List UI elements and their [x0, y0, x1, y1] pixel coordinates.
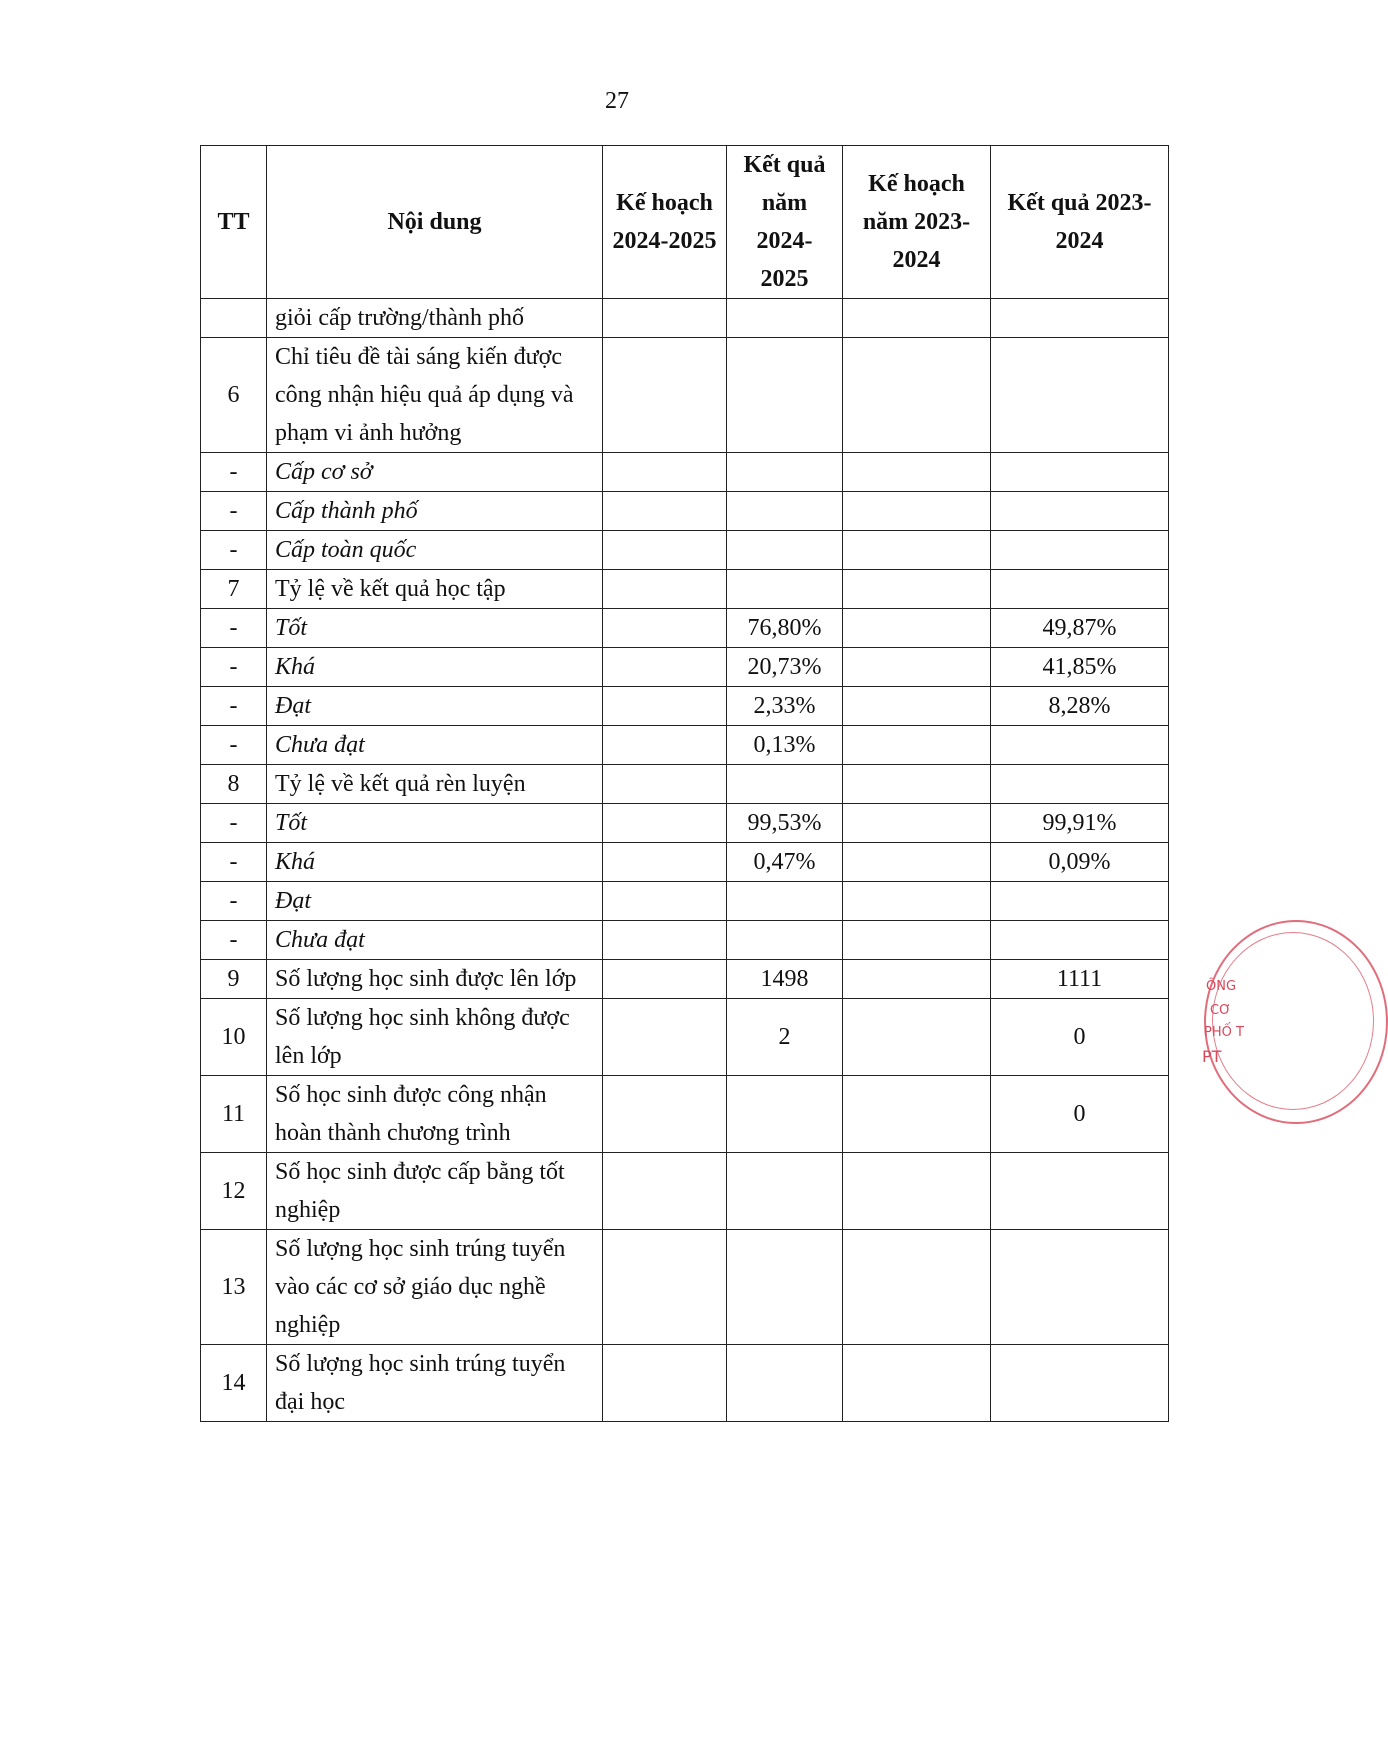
row-result-2023-2024	[991, 531, 1169, 570]
row-plan-2023-2024	[843, 492, 991, 531]
row-result-2023-2024: 0	[991, 999, 1169, 1076]
row-plan-2023-2024	[843, 609, 991, 648]
row-plan-2024-2025	[603, 1153, 727, 1230]
row-result-2023-2024	[991, 1153, 1169, 1230]
row-tt: 14	[201, 1345, 267, 1422]
row-plan-2024-2025	[603, 648, 727, 687]
row-plan-2024-2025	[603, 921, 727, 960]
row-result-2024-2025	[727, 299, 843, 338]
row-content: Cấp toàn quốc	[267, 531, 603, 570]
row-plan-2024-2025	[603, 1345, 727, 1422]
red-seal-stamp	[1200, 920, 1244, 1120]
row-plan-2024-2025	[603, 453, 727, 492]
row-tt: -	[201, 687, 267, 726]
stamp-text: CƠ	[1210, 1003, 1231, 1018]
row-plan-2024-2025	[603, 882, 727, 921]
row-result-2024-2025	[727, 1230, 843, 1345]
table-row	[201, 609, 1169, 648]
row-result-2024-2025	[727, 570, 843, 609]
row-plan-2024-2025	[603, 299, 727, 338]
header-result-2023-2024: Kết quả 2023-2024	[991, 146, 1169, 299]
row-result-2024-2025	[727, 882, 843, 921]
table-row	[201, 882, 1169, 921]
stamp-text: PT	[1202, 1047, 1222, 1066]
row-content: Khá	[267, 843, 603, 882]
table-row	[201, 726, 1169, 765]
stamp-text: ÔNG	[1206, 979, 1237, 994]
row-result-2024-2025: 20,73%	[727, 648, 843, 687]
row-result-2023-2024	[991, 492, 1169, 531]
row-plan-2023-2024	[843, 999, 991, 1076]
row-plan-2024-2025	[603, 726, 727, 765]
table-row	[201, 648, 1169, 687]
table-row	[201, 960, 1169, 999]
row-content: Số lượng học sinh được lên lớp	[267, 960, 603, 999]
header-content: Nội dung	[267, 146, 603, 299]
row-result-2023-2024	[991, 338, 1169, 453]
row-result-2023-2024: 0,09%	[991, 843, 1169, 882]
row-tt: 8	[201, 765, 267, 804]
header-plan-2024-2025: Kế hoạch 2024-2025	[603, 146, 727, 299]
row-plan-2024-2025	[603, 687, 727, 726]
row-plan-2024-2025	[603, 804, 727, 843]
table-row	[201, 531, 1169, 570]
row-result-2024-2025	[727, 453, 843, 492]
row-content: Tỷ lệ về kết quả học tập	[267, 570, 603, 609]
row-result-2023-2024	[991, 882, 1169, 921]
row-result-2024-2025: 0,13%	[727, 726, 843, 765]
row-plan-2023-2024	[843, 453, 991, 492]
row-tt: -	[201, 492, 267, 531]
row-result-2024-2025	[727, 1076, 843, 1153]
row-plan-2023-2024	[843, 687, 991, 726]
row-plan-2023-2024	[843, 338, 991, 453]
row-result-2024-2025: 99,53%	[727, 804, 843, 843]
header-plan-2023-2024: Kế hoạch năm 2023-2024	[843, 146, 991, 299]
table-header-row	[201, 146, 1169, 299]
row-content: Tốt	[267, 804, 603, 843]
row-result-2023-2024	[991, 1345, 1169, 1422]
row-tt: 13	[201, 1230, 267, 1345]
row-result-2024-2025	[727, 531, 843, 570]
table-row	[201, 1076, 1169, 1153]
header-result-2024-2025: Kết quả năm 2024-2025	[727, 146, 843, 299]
row-tt: -	[201, 843, 267, 882]
row-result-2023-2024	[991, 299, 1169, 338]
row-result-2023-2024	[991, 726, 1169, 765]
row-plan-2023-2024	[843, 1230, 991, 1345]
row-tt: 10	[201, 999, 267, 1076]
row-result-2024-2025	[727, 1153, 843, 1230]
row-plan-2023-2024	[843, 726, 991, 765]
row-plan-2024-2025	[603, 492, 727, 531]
table-row	[201, 1153, 1169, 1230]
row-content: Đạt	[267, 882, 603, 921]
table-row	[201, 570, 1169, 609]
row-plan-2023-2024	[843, 1076, 991, 1153]
table-row	[201, 338, 1169, 453]
table-row	[201, 299, 1169, 338]
row-result-2023-2024	[991, 1230, 1169, 1345]
row-result-2023-2024: 1111	[991, 960, 1169, 999]
row-plan-2024-2025	[603, 1076, 727, 1153]
row-content: Chỉ tiêu đề tài sáng kiến được công nhận hiệu quả áp dụng và phạm vi ảnh hưởng	[267, 338, 603, 453]
row-plan-2024-2025	[603, 609, 727, 648]
row-result-2023-2024: 8,28%	[991, 687, 1169, 726]
row-content: Tỷ lệ về kết quả rèn luyện	[267, 765, 603, 804]
row-plan-2023-2024	[843, 570, 991, 609]
row-result-2023-2024: 41,85%	[991, 648, 1169, 687]
report-table	[200, 145, 1169, 1422]
row-content: Đạt	[267, 687, 603, 726]
row-plan-2023-2024	[843, 299, 991, 338]
row-plan-2024-2025	[603, 570, 727, 609]
row-result-2023-2024: 49,87%	[991, 609, 1169, 648]
row-tt: -	[201, 648, 267, 687]
row-plan-2023-2024	[843, 1153, 991, 1230]
row-result-2024-2025	[727, 765, 843, 804]
table-row	[201, 765, 1169, 804]
table-row	[201, 843, 1169, 882]
row-content: Số học sinh được công nhận hoàn thành chương trình	[267, 1076, 603, 1153]
row-tt: 11	[201, 1076, 267, 1153]
table-row	[201, 804, 1169, 843]
row-plan-2024-2025	[603, 531, 727, 570]
row-content: Khá	[267, 648, 603, 687]
row-plan-2023-2024	[843, 1345, 991, 1422]
row-tt: -	[201, 609, 267, 648]
row-content: giỏi cấp trường/thành phố	[267, 299, 603, 338]
row-plan-2023-2024	[843, 882, 991, 921]
stamp-inner-ring	[1212, 932, 1374, 1110]
page-number: 27	[605, 88, 629, 114]
row-plan-2024-2025	[603, 999, 727, 1076]
row-result-2024-2025: 76,80%	[727, 609, 843, 648]
row-result-2024-2025: 1498	[727, 960, 843, 999]
table-row	[201, 492, 1169, 531]
table-row	[201, 687, 1169, 726]
row-plan-2023-2024	[843, 843, 991, 882]
row-result-2023-2024	[991, 765, 1169, 804]
row-plan-2024-2025	[603, 765, 727, 804]
row-content: Tốt	[267, 609, 603, 648]
row-result-2024-2025	[727, 492, 843, 531]
row-plan-2024-2025	[603, 843, 727, 882]
row-content: Số lượng học sinh trúng tuyển vào các cơ sở giáo dục nghề nghiệp	[267, 1230, 603, 1345]
row-plan-2023-2024	[843, 531, 991, 570]
table-row	[201, 921, 1169, 960]
header-tt: TT	[201, 146, 267, 299]
row-tt: -	[201, 531, 267, 570]
row-result-2023-2024	[991, 921, 1169, 960]
stamp-text: PHỐ T	[1204, 1025, 1244, 1040]
row-tt: 12	[201, 1153, 267, 1230]
row-tt: -	[201, 726, 267, 765]
row-content: Chưa đạt	[267, 921, 603, 960]
row-plan-2024-2025	[603, 1230, 727, 1345]
row-tt: -	[201, 453, 267, 492]
row-result-2024-2025: 0,47%	[727, 843, 843, 882]
row-result-2024-2025	[727, 921, 843, 960]
table-row	[201, 1345, 1169, 1422]
row-content: Số học sinh được cấp bằng tốt nghiệp	[267, 1153, 603, 1230]
row-plan-2023-2024	[843, 921, 991, 960]
row-result-2023-2024: 99,91%	[991, 804, 1169, 843]
row-plan-2024-2025	[603, 960, 727, 999]
row-result-2023-2024: 0	[991, 1076, 1169, 1153]
row-tt: 9	[201, 960, 267, 999]
row-result-2024-2025: 2,33%	[727, 687, 843, 726]
row-plan-2024-2025	[603, 338, 727, 453]
row-tt: 6	[201, 338, 267, 453]
table-row	[201, 453, 1169, 492]
row-plan-2023-2024	[843, 804, 991, 843]
row-tt	[201, 299, 267, 338]
row-content: Số lượng học sinh không được lên lớp	[267, 999, 603, 1076]
row-result-2024-2025	[727, 1345, 843, 1422]
row-tt: -	[201, 804, 267, 843]
row-content: Chưa đạt	[267, 726, 603, 765]
row-content: Cấp thành phố	[267, 492, 603, 531]
row-tt: 7	[201, 570, 267, 609]
row-plan-2023-2024	[843, 765, 991, 804]
table-row	[201, 1230, 1169, 1345]
row-plan-2023-2024	[843, 960, 991, 999]
row-result-2023-2024	[991, 453, 1169, 492]
row-content: Cấp cơ sở	[267, 453, 603, 492]
row-result-2023-2024	[991, 570, 1169, 609]
row-content: Số lượng học sinh trúng tuyển đại học	[267, 1345, 603, 1422]
row-result-2024-2025	[727, 338, 843, 453]
table-row	[201, 999, 1169, 1076]
row-plan-2023-2024	[843, 648, 991, 687]
row-tt: -	[201, 921, 267, 960]
row-tt: -	[201, 882, 267, 921]
row-result-2024-2025: 2	[727, 999, 843, 1076]
